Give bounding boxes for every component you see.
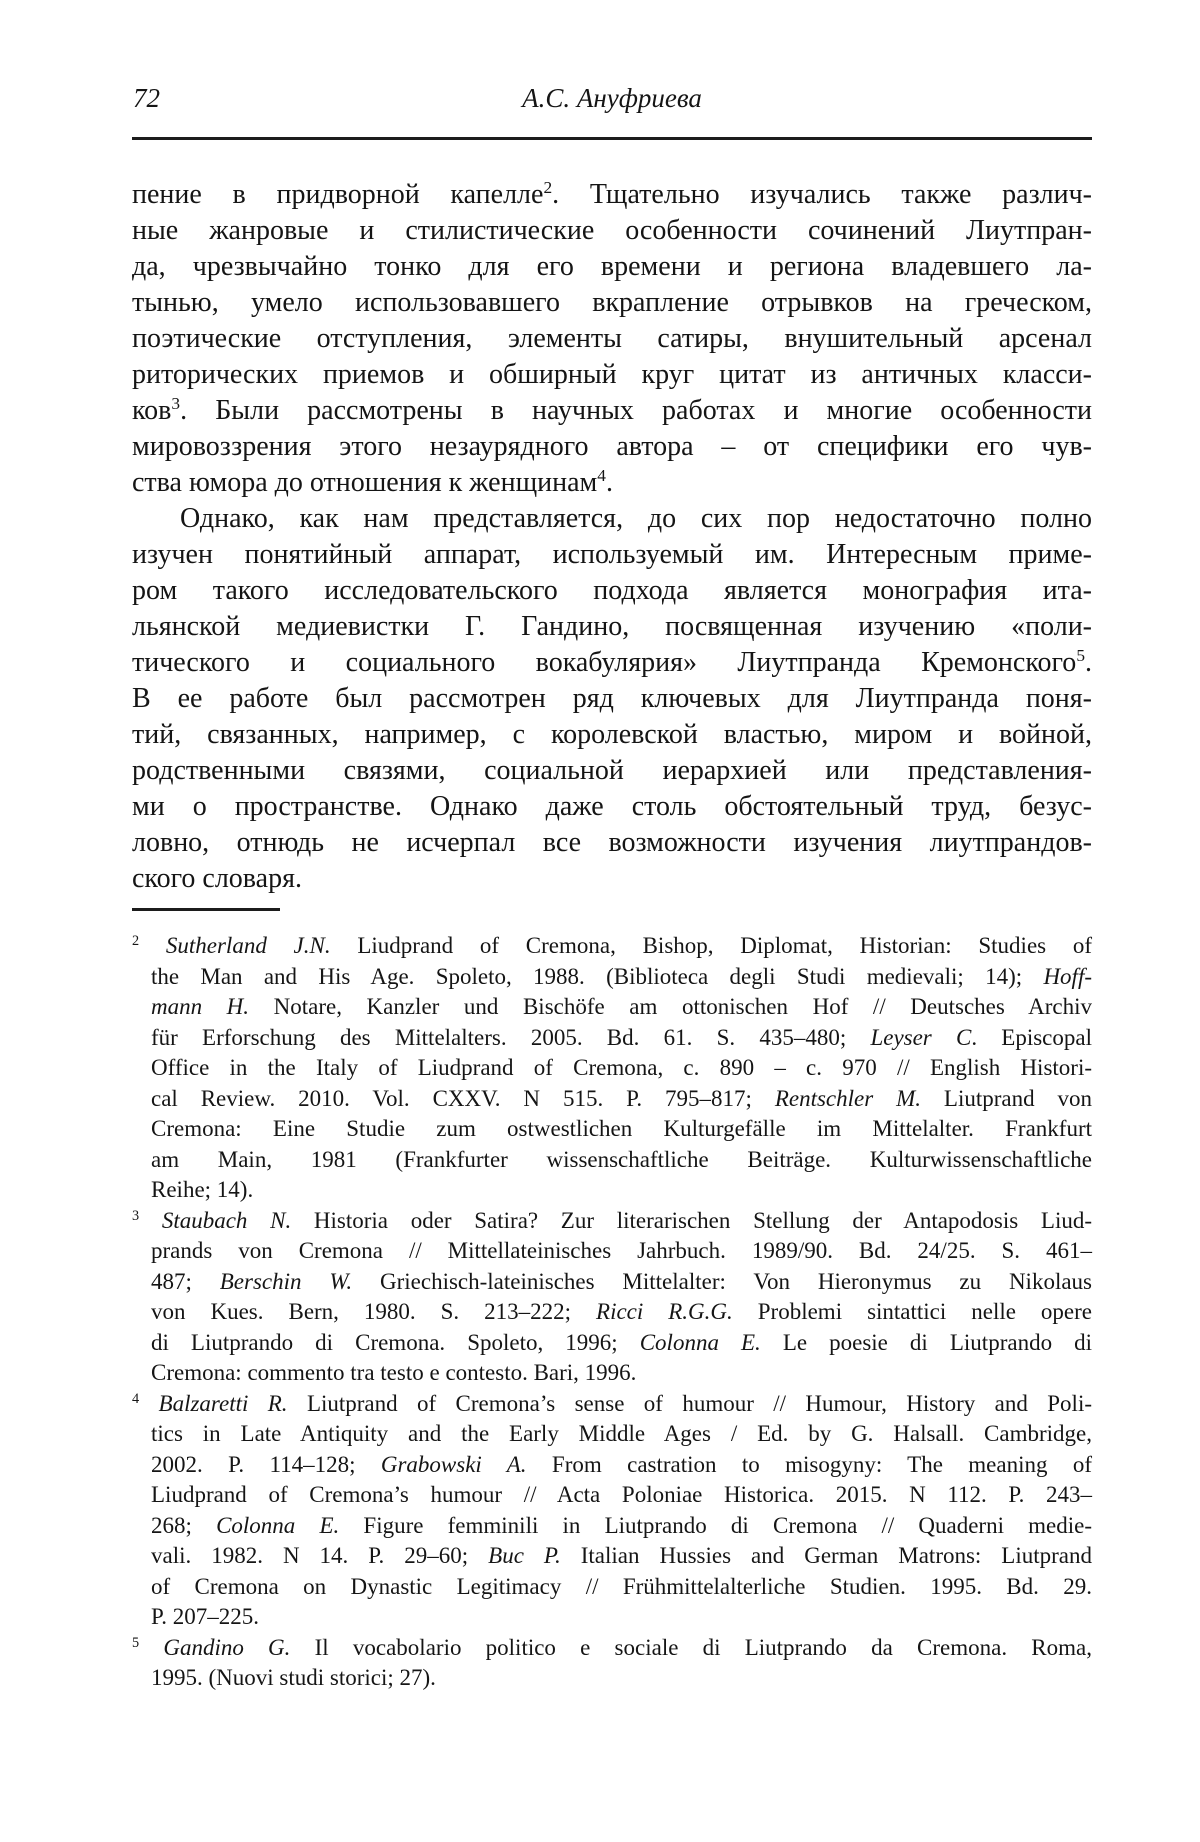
text-run: ром такого исследовательского подхода является монография ита- [132, 575, 1092, 606]
text-run: родственными связями, социальной иерархией или представления- [132, 755, 1092, 786]
footnote [132, 931, 1092, 1206]
text-run: Notare, Kanzler und Bischöfe am ottonischen Hof // Deutsches Archiv [249, 994, 1092, 1019]
text-run: 1995. (Nuovi studi storici; 27). [151, 1665, 436, 1690]
text-run: . [605, 467, 613, 498]
text-run: Liutprand von [921, 1085, 1093, 1111]
text-run: пение в придворной капелле [132, 179, 544, 210]
text-run: Office in the Italy of Liudprand of Cremona, c. 890 – c. 970 // English Histori- [151, 1055, 1092, 1080]
footnote [132, 1633, 1092, 1694]
text-run: тий, связанных, например, с королевской властью, миром и войной, [132, 719, 1092, 750]
footnote-line [151, 1297, 1092, 1328]
footnote-line [151, 1328, 1092, 1359]
text-run: . Тщательно изучались также различ- [552, 179, 1092, 210]
footnote-number: 4 [132, 1390, 140, 1407]
body-line [132, 249, 1092, 285]
text-run: Cremona: commento tra testo e contesto. Bari, 1996. [151, 1360, 637, 1385]
footnote-line [151, 1663, 1092, 1694]
footnote-line [151, 1236, 1092, 1267]
footnote [132, 1389, 1092, 1633]
header-rule [132, 137, 1092, 140]
text-run: ков [132, 395, 172, 426]
footnote-ref: 4 [597, 466, 606, 486]
italic-text-run: Rentschler M. [774, 1085, 921, 1111]
footnote-number: 2 [132, 933, 140, 950]
text-run: tics in Late Antiquity and the Early Middle Ages / Ed. by G. Halsall. Cambridge, [151, 1421, 1092, 1446]
text-run: ловно, отнюдь не исчерпал все возможности изучения лиутпрандов- [132, 827, 1092, 858]
text-run: ми о пространстве. Однако даже столь обстоятельный труд, безус- [132, 791, 1092, 822]
italic-text-run: Colonna E. [639, 1329, 761, 1355]
footnote-ref: 3 [171, 394, 181, 414]
body-line [132, 321, 1092, 357]
footnote-line [151, 1541, 1092, 1572]
text-run: поэтические отступления, элементы сатиры, внушительный арсенал [132, 323, 1092, 354]
footnote-line [151, 1450, 1092, 1481]
text-run: Il vocabolario politico e sociale di Liutprando da Cremona. Roma, [290, 1634, 1092, 1660]
footnote-number: 3 [132, 1207, 140, 1224]
text-run: тического и социального вокабулярия» Лиутпранда Кремонского [132, 647, 1077, 678]
italic-text-run: Balzaretti R. [158, 1390, 288, 1416]
text-run: von Kues. Bern, 1980. S. 213–222; [151, 1299, 597, 1324]
italic-text-run: Ricci R.G.G. [596, 1299, 733, 1324]
body-line [132, 213, 1092, 249]
footnote-line [151, 1145, 1092, 1176]
text-run: Liutprand of Cremona’s sense of humour // Humour, History and Poli- [287, 1390, 1092, 1416]
text-run: of Cremona on Dynastic Legitimacy // Frühmittelalterliche Studien. 1995. Bd. 29. [151, 1573, 1092, 1599]
text-run: Le poesie di Liutprando di [760, 1329, 1092, 1355]
footnote-line [132, 1633, 1092, 1664]
text-run: Historia oder Satira? Zur literarischen Stellung der Antapodosis Liud- [291, 1207, 1093, 1233]
text-run: Liudprand of Cremona’s humour // Acta Poloniae Historica. 2015. N 112. P. 243– [151, 1482, 1092, 1507]
running-head-author: А.С. Ануфриева [522, 83, 702, 113]
footnote-number: 5 [132, 1634, 140, 1651]
text-run: vali. 1982. N 14. P. 29–60; [151, 1543, 489, 1568]
body-line [132, 357, 1092, 393]
italic-text-run: Grabowski A. [380, 1451, 527, 1477]
text-run [139, 1391, 158, 1416]
body-text [132, 177, 1092, 897]
text-run [139, 1208, 162, 1233]
text-run: 487; [151, 1268, 220, 1294]
text-run [139, 1635, 163, 1660]
footnote-line [151, 1419, 1092, 1450]
body-line [132, 753, 1092, 789]
text-run: P. 207–225. [151, 1604, 259, 1629]
footnote-line [151, 1084, 1092, 1115]
body-line [132, 645, 1092, 681]
italic-text-run: mann H. [151, 994, 250, 1019]
footnote-line [151, 1023, 1092, 1054]
text-run: 268; [151, 1512, 217, 1538]
italic-text-run: Gandino G. [163, 1634, 291, 1660]
text-run: am Main, 1981 (Frankfurter wissenschaftliche Beiträge. Kulturwissenschaftliche [151, 1146, 1092, 1172]
text-run: di Liutprando di Cremona. Spoleto, 1996; [151, 1329, 640, 1355]
footnotes-section [132, 931, 1092, 1694]
text-run: für Erforschung des Mittelalters. 2005. Bd. 61. S. 435–480; [151, 1024, 871, 1050]
italic-text-run: Sutherland J.N. [165, 933, 331, 958]
text-run [139, 933, 166, 958]
footnote-line [151, 1480, 1092, 1511]
body-line [132, 681, 1092, 717]
italic-text-run: Berschin W. [219, 1268, 353, 1294]
page-number: 72 [133, 83, 160, 113]
body-line [132, 537, 1092, 573]
text-run: ства юмора до отношения к женщинам [132, 467, 598, 498]
footnote-line [151, 992, 1092, 1023]
footnote-line [151, 1267, 1092, 1298]
footnote-line [151, 1358, 1092, 1389]
italic-text-run: Hoff- [1043, 963, 1092, 989]
body-line [132, 429, 1092, 465]
italic-text-run: Staubach N. [161, 1207, 292, 1233]
text-run: Cremona: Eine Studie zum ostwestlichen Kulturgefälle im Mittelalter. Frankfurt [151, 1116, 1092, 1141]
footnote-line [132, 1389, 1092, 1420]
body-line [132, 465, 1092, 501]
text-run: the Man and His Age. Spoleto, 1988. (Biblioteca degli Studi medievali; 14); [151, 963, 1044, 989]
footnote-line [132, 1206, 1093, 1237]
text-run: Однако, как нам представляется, до сих пор недостаточно полно [180, 503, 1092, 534]
text-run: Italian Hussies and German Matrons: Liutprand [560, 1543, 1093, 1568]
body-line [132, 861, 1092, 897]
footnote-line [132, 931, 1092, 962]
text-run: 2002. P. 114–128; [151, 1451, 381, 1477]
italic-text-run: Leyser C [870, 1024, 972, 1050]
italic-text-run: Buc P. [488, 1543, 561, 1568]
text-run: cal Review. 2010. Vol. CXXV. N 515. P. 795–817; [151, 1085, 775, 1111]
text-run: Liudprand of Cremona, Bishop, Diplomat, Historian: Studies of [330, 933, 1092, 958]
text-run: . Были рассмотрены в научных работах и многие особенности [180, 395, 1092, 426]
text-run: Problemi sintattici nelle opere [732, 1299, 1093, 1324]
footnote-line [151, 1114, 1092, 1145]
text-run: да, чрезвычайно тонко для его времени и региона владевшего ла- [132, 251, 1092, 282]
body-line [132, 609, 1092, 645]
body-line [132, 789, 1092, 825]
footnote-separator [132, 908, 280, 911]
footnote-ref: 5 [1076, 646, 1085, 666]
footnote [132, 1206, 1092, 1389]
body-line [132, 177, 1092, 213]
footnote-line [151, 1175, 1092, 1206]
body-line [132, 717, 1092, 753]
footnote-line [151, 1602, 1092, 1633]
body-line [132, 825, 1092, 861]
footnote-line [151, 1511, 1092, 1542]
body-line [132, 501, 1092, 537]
text-run: изучен понятийный аппарат, используемый им. Интересным приме- [132, 539, 1092, 570]
text-run: From castration to misogyny: The meaning of [526, 1451, 1093, 1477]
text-run: Griechisch-lateinisches Mittelalter: Von Hieronymus zu Nikolaus [352, 1268, 1092, 1294]
text-run: льянской медиевистки Г. Гандино, посвященная изучению «поли- [132, 611, 1092, 642]
text-run: ные жанровые и стилистические особенности сочинений Лиутпран- [132, 215, 1092, 246]
text-run: ского словаря. [132, 863, 302, 894]
text-run: Reihe; 14). [151, 1177, 254, 1202]
text-run: . Episcopal [971, 1024, 1092, 1050]
text-run: prands von Cremona // Mittellateinisches Jahrbuch. 1989/90. Bd. 24/25. S. 461– [151, 1238, 1092, 1263]
text-run: Figure femminili in Liutprando di Cremona // Quaderni medie- [339, 1512, 1093, 1538]
body-line [132, 285, 1092, 321]
footnote-line [151, 1572, 1092, 1603]
text-run: риторических приемов и обширный круг цитат из античных класси- [132, 359, 1092, 390]
text-run: тынью, умело использовавшего вкрапление отрывков на греческом, [132, 287, 1092, 318]
body-line [132, 393, 1092, 429]
text-run: В ее работе был рассмотрен ряд ключевых для Лиутпранда поня- [132, 683, 1092, 714]
body-line [132, 573, 1092, 609]
footnote-line [151, 1053, 1092, 1084]
italic-text-run: Colonna E. [216, 1512, 340, 1538]
footnote-line [151, 962, 1092, 993]
text-run: мировоззрения этого незаурядного автора – от специфики его чув- [132, 431, 1092, 462]
text-run: . [1085, 647, 1092, 678]
footnote-ref: 2 [543, 178, 553, 198]
